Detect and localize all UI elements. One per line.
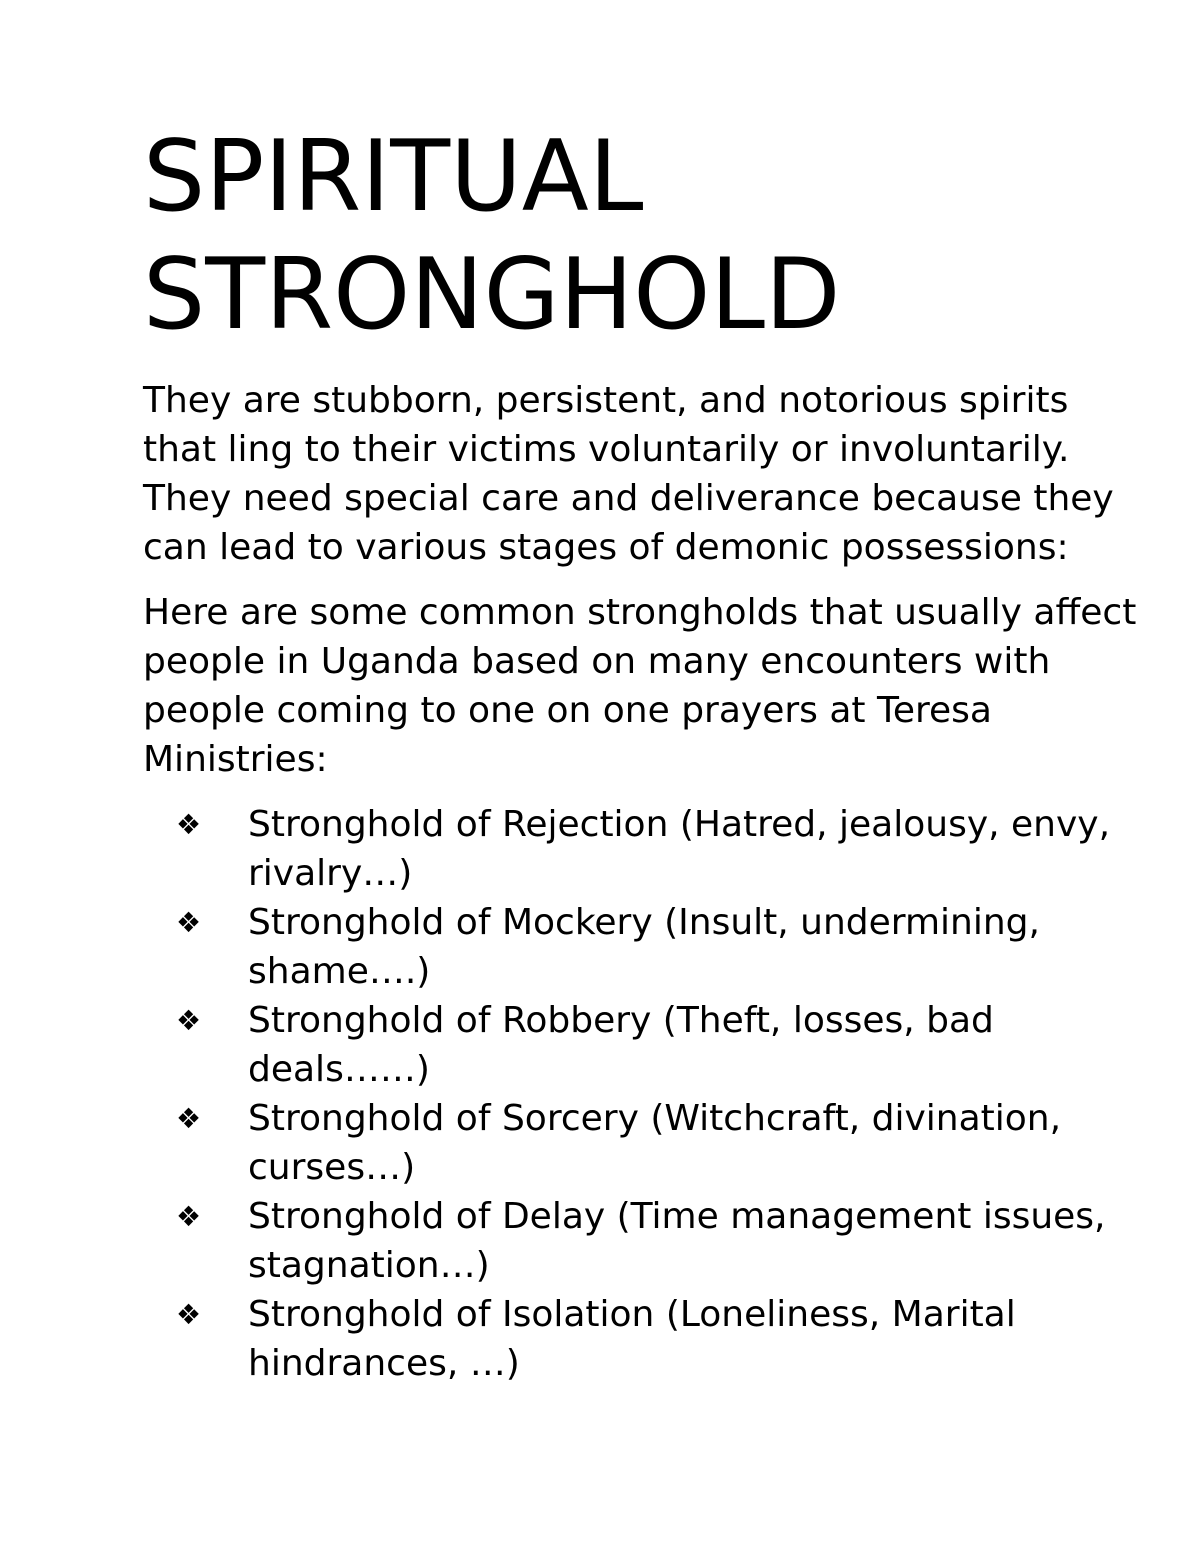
document-title (143, 118, 1143, 354)
four-diamond-bullet-icon: ❖ (176, 808, 202, 841)
list-item (143, 898, 1143, 996)
second-paragraph: Here are some common strongholds that usually affect people in Uganda based on many encounters with people coming to one on one prayers at Teresa Ministries: (143, 592, 1137, 780)
list-item (143, 1094, 1143, 1192)
list-item (143, 1192, 1143, 1290)
list-item (143, 800, 1143, 898)
four-diamond-bullet-icon: ❖ (176, 1004, 202, 1037)
four-diamond-bullet-icon: ❖ (176, 906, 202, 939)
list-item-text: Stronghold of Mockery (Insult, undermining, shame….) (248, 902, 1040, 992)
title-line-2: STRONGHOLD (143, 238, 841, 352)
list-item-text: Stronghold of Robbery (Theft, losses, bad deals……) (248, 1000, 994, 1090)
intro-paragraph: They are stubborn, persistent, and notorious spirits that ling to their victims voluntarily or involuntarily. They need special care and deliverance because they can lead to various stages of demonic possessions: (143, 380, 1114, 568)
title-line-1: SPIRITUAL (143, 120, 644, 234)
list-item (143, 1290, 1143, 1388)
four-diamond-bullet-icon: ❖ (176, 1298, 202, 1331)
list-item-text: Stronghold of Delay (Time management issues, stagnation…) (248, 1196, 1106, 1286)
four-diamond-bullet-icon: ❖ (176, 1200, 202, 1233)
list-item (143, 996, 1143, 1094)
document-page (143, 118, 1143, 1388)
four-diamond-bullet-icon: ❖ (176, 1102, 202, 1135)
list-item-text: Stronghold of Isolation (Loneliness, Marital hindrances, …) (248, 1294, 1016, 1384)
strongholds-list (143, 800, 1143, 1388)
list-item-text: Stronghold of Rejection (Hatred, jealousy, envy, rivalry…) (248, 804, 1111, 894)
list-item-text: Stronghold of Sorcery (Witchcraft, divination, curses…) (248, 1098, 1062, 1188)
